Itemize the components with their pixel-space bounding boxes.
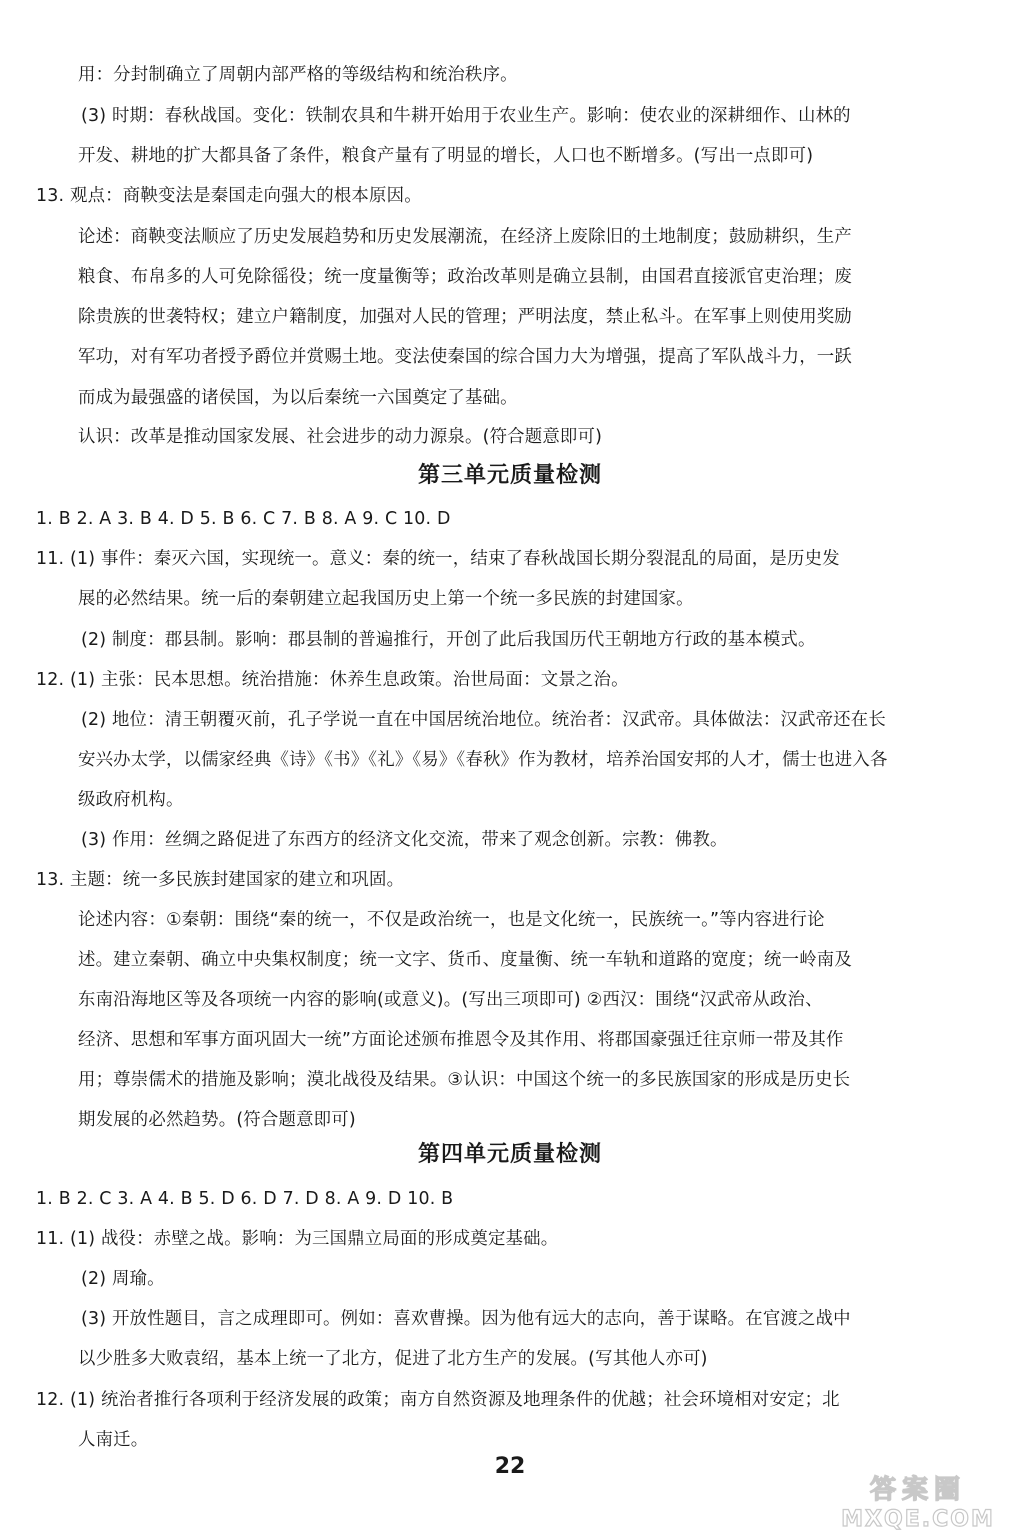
page-number: 22 bbox=[494, 1454, 526, 1479]
text-line: 东南沿海地区等及各项统一内容的影响(或意义)。(写出三项即可) ②西汉：围绕“汉武帝从政治、 bbox=[78, 990, 823, 1010]
text-line: 13. 主题：统一多民族封建国家的建立和巩固。 bbox=[36, 870, 405, 890]
text-line: 期发展的必然趋势。(符合题意即可) bbox=[78, 1110, 356, 1130]
svg-text:答案圈: 答案圈 bbox=[869, 1475, 967, 1505]
text-line: 11. (1) 战役：赤壁之战。影响：为三国鼎立局面的形成奠定基础。 bbox=[36, 1229, 559, 1249]
text-line: 12. (1) 主张：民本思想。统治措施：休养生息政策。治世局面：文景之治。 bbox=[36, 670, 629, 690]
text-line: 11. (1) 事件：秦灭六国，实现统一。意义：秦的统一，结束了春秋战国长期分裂混乱的局面，是历史发 bbox=[36, 549, 840, 569]
text-line: (2) 制度：郡县制。影响：郡县制的普遍推行，开创了此后我国历代王朝地方行政的基本模式。 bbox=[81, 630, 816, 650]
text-line: 以少胜多大败袁绍，基本上统一了北方，促进了北方生产的发展。(写其他人亦可) bbox=[78, 1349, 708, 1369]
text-line: 除贵族的世袭特权；建立户籍制度，加强对人民的管理；严明法度，禁止私斗。在军事上则使用奖励 bbox=[78, 307, 852, 327]
text-line: 认识：改革是推动国家发展、社会进步的动力源泉。(符合题意即可) bbox=[78, 427, 603, 447]
text-line: 论述内容：①秦朝：围绕“秦的统一，不仅是政治统一，也是文化统一，民族统一。”等内容进行论 bbox=[78, 910, 825, 930]
text-line: 展的必然结果。统一后的秦朝建立起我国历史上第一个统一多民族的封建国家。 bbox=[78, 589, 694, 609]
answer-key-line: 1. B 2. A 3. B 4. D 5. B 6. C 7. B 8. A 9. C 10. D bbox=[36, 509, 451, 529]
text-line: 军功，对有军功者授予爵位并赏赐土地。变法使秦国的综合国力大为增强，提高了军队战斗力，一跃 bbox=[78, 347, 852, 367]
section-heading: 第三单元质量检测 bbox=[417, 463, 602, 488]
watermark-logo bbox=[826, 1470, 1006, 1532]
text-line: (3) 作用：丝绸之路促进了东西方的经济文化交流，带来了观念创新。宗教：佛教。 bbox=[81, 830, 728, 850]
text-line: 人南迁。 bbox=[78, 1430, 149, 1450]
text-line: 12. (1) 统治者推行各项利于经济发展的政策；南方自然资源及地理条件的优越；社会环境相对安定；北 bbox=[36, 1390, 840, 1410]
section-heading: 第四单元质量检测 bbox=[417, 1142, 602, 1167]
text-line: 论述：商鞅变法顺应了历史发展趋势和历史发展潮流，在经济上废除旧的土地制度；鼓励耕织，生产 bbox=[78, 227, 852, 247]
text-line: 用：分封制确立了周朝内部严格的等级结构和统治秩序。 bbox=[78, 65, 518, 85]
svg-text:MXQE.COM: MXQE.COM bbox=[841, 1507, 995, 1532]
text-line: 粮食、布帛多的人可免除徭役；统一度量衡等；政治改革则是确立县制，由国君直接派官吏治理；废 bbox=[78, 267, 852, 287]
text-line: 级政府机构。 bbox=[78, 790, 184, 810]
text-line: 述。建立秦朝、确立中央集权制度；统一文字、货币、度量衡、统一车轨和道路的宽度；统一岭南及 bbox=[78, 950, 852, 970]
watermark-logo-graphic bbox=[826, 1470, 1006, 1532]
answer-key-line: 1. B 2. C 3. A 4. B 5. D 6. D 7. D 8. A 9. D 10. B bbox=[36, 1189, 454, 1209]
text-line: 安兴办太学，以儒家经典《诗》《书》《礼》《易》《春秋》作为教材，培养治国安邦的人才，儒士也进入各 bbox=[78, 750, 888, 770]
text-line: (3) 开放性题目，言之成理即可。例如：喜欢曹操。因为他有远大的志向，善于谋略。在官渡之战中 bbox=[81, 1309, 851, 1329]
text-line: 开发、耕地的扩大都具备了条件，粮食产量有了明显的增长，人口也不断增多。(写出一点即可) bbox=[78, 146, 814, 166]
text-line: (2) 周瑜。 bbox=[81, 1269, 165, 1289]
text-line: 用；尊崇儒术的措施及影响；漠北战役及结果。③认识：中国这个统一的多民族国家的形成是历史长 bbox=[78, 1070, 851, 1090]
text-line: (3) 时期：春秋战国。变化：铁制农具和牛耕开始用于农业生产。影响：使农业的深耕细作、山林的 bbox=[81, 106, 851, 126]
text-line: 而成为最强盛的诸侯国，为以后秦统一六国奠定了基础。 bbox=[78, 388, 518, 408]
text-line: 经济、思想和军事方面巩固大一统”方面论述颁布推恩令及其作用、将郡国豪强迁往京师一带及其作 bbox=[78, 1030, 844, 1050]
text-line: (2) 地位：清王朝覆灭前，孔子学说一直在中国居统治地位。统治者：汉武帝。具体做法：汉武帝还在长 bbox=[81, 710, 886, 730]
text-line: 13. 观点：商鞅变法是秦国走向强大的根本原因。 bbox=[36, 186, 422, 206]
